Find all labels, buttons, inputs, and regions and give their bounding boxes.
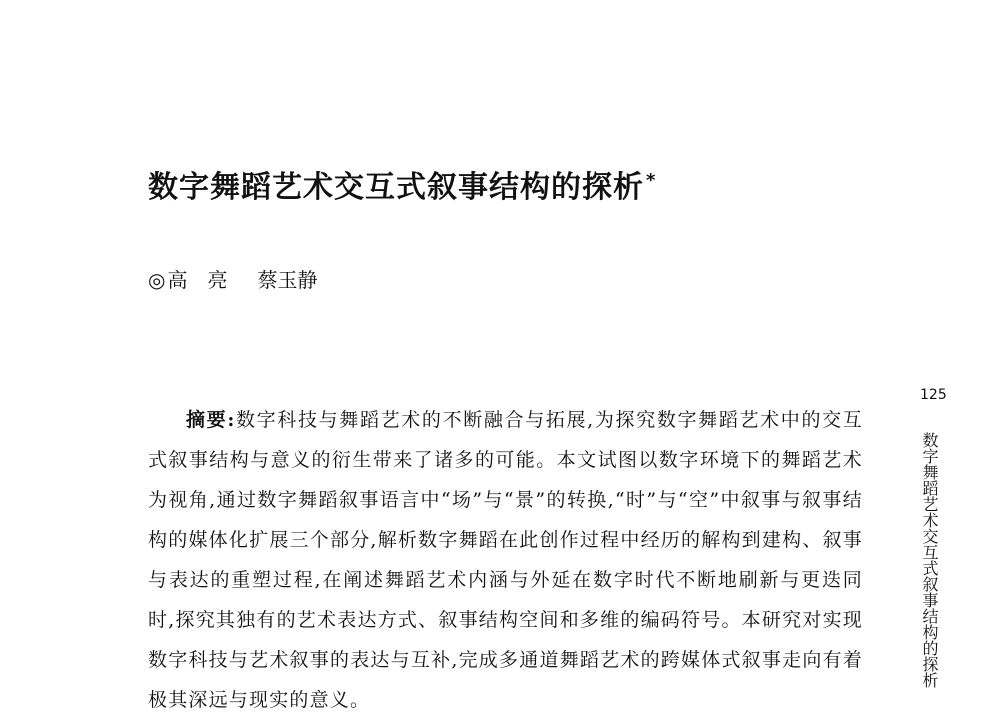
author-line xyxy=(148,266,317,294)
running-title-vertical: 数字舞蹈艺术交互式叙事结构的探析 xyxy=(920,432,939,688)
author-name-gao-liang: 高 亮 xyxy=(167,268,228,292)
article-title xyxy=(148,161,656,208)
page-number: 125 xyxy=(920,387,947,403)
abstract-text: 数字科技与舞蹈艺术的不断融合与拓展,为探究数字舞蹈艺术中的交互式叙事结构与意义的衍生带来了诸多的可能。本文试图以数字环境下的舞蹈艺术为视角,通过数字舞蹈叙事语言中“场”与“景”的转换,“时”与“空”中叙事与叙事结构的媒体化扩展三个部分,解析数字舞蹈在此创作过程中经历的解构到建构、叙事与表达的重塑过程,在阐述舞蹈艺术内涵与外延在数字时代不断地刷新与更迭同时,探究其独有的艺术表达方式、叙事结构空间和多维的编码符号。本研究对实现数字科技与艺术叙事的表达与互补,完成多通道舞蹈艺术的跨媒体式叙事走向有着极其深远与现实的意义。 xyxy=(148,409,863,711)
article-title-text: 数字舞蹈艺术交互式叙事结构的探析 xyxy=(148,170,644,206)
title-footnote-marker: * xyxy=(646,170,657,192)
abstract-paragraph xyxy=(148,400,863,720)
author-marker: ◎ xyxy=(148,268,166,292)
abstract-label: 摘要: xyxy=(186,409,236,431)
author-name-cai-yujing: 蔡玉静 xyxy=(257,268,318,292)
